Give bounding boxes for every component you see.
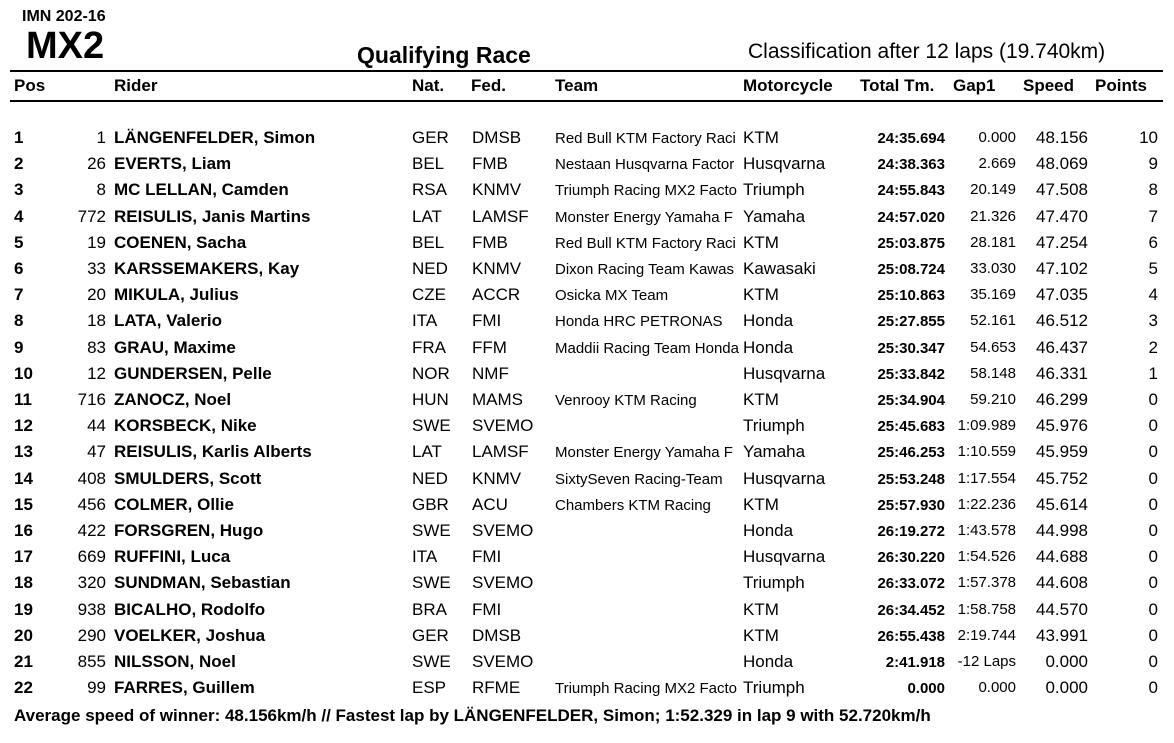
gap-cell: 1:54.526 [957, 548, 1016, 566]
speed-cell: 43.991 [1036, 625, 1088, 645]
rider-number-cell: 19 [87, 232, 106, 252]
rider-number-cell: 422 [77, 521, 106, 540]
federation-cell: SVEMO [472, 521, 534, 540]
points-cell: 0 [1148, 599, 1158, 619]
motorcycle-cell: Kawasaki [743, 259, 816, 278]
federation-cell: FMI [472, 599, 502, 619]
position-cell: 9 [14, 337, 24, 357]
total-time-cell: 26:30.220 [877, 549, 945, 567]
rider-number-cell: 12 [87, 363, 106, 383]
motorcycle-cell: Honda [743, 652, 794, 671]
federation-cell: DMSB [472, 128, 522, 147]
rider-name-cell: REISULIS, Karlis Alberts [114, 442, 312, 462]
position-cell: 1 [14, 128, 24, 147]
nationality-cell: NED [412, 468, 448, 488]
speed-cell: 48.156 [1036, 128, 1088, 147]
points-cell: 0 [1148, 521, 1158, 540]
position-cell: 6 [14, 259, 24, 278]
header-nat: Nat. [412, 76, 445, 95]
gap-cell: 2:19.744 [957, 626, 1016, 644]
total-time-cell: 25:33.842 [877, 365, 945, 383]
federation-cell: FFM [472, 337, 507, 357]
gap-cell: 1:58.758 [957, 600, 1016, 618]
speed-cell: 46.512 [1036, 311, 1088, 331]
motorcycle-cell: Husqvarna [743, 468, 826, 488]
gap-cell: 28.181 [970, 233, 1016, 251]
position-cell: 13 [14, 442, 33, 462]
gap-cell: 52.161 [970, 312, 1016, 330]
points-cell: 5 [1148, 259, 1158, 278]
motorcycle-cell: Triumph [743, 416, 805, 436]
speed-cell: 44.570 [1036, 599, 1088, 619]
table-row [0, 521, 1174, 547]
table-row [0, 338, 1174, 364]
federation-cell: LAMSF [472, 206, 529, 226]
rider-number-cell: 99 [87, 678, 106, 698]
motorcycle-cell: Triumph [743, 573, 805, 593]
team-cell: SixtySeven Racing-Team [555, 470, 723, 488]
total-time-cell: 25:45.683 [877, 418, 945, 436]
header-speed: Speed [1023, 76, 1075, 95]
total-time-cell: 24:35.694 [877, 130, 945, 147]
points-cell: 4 [1148, 285, 1158, 305]
gap-cell: 58.148 [970, 364, 1016, 382]
speed-cell: 46.437 [1036, 337, 1088, 357]
team-cell: Red Bull KTM Factory Raci [555, 130, 736, 147]
session-title: Qualifying Race [357, 42, 531, 68]
gap-cell: 1:17.554 [957, 469, 1016, 487]
total-time-cell: 24:57.020 [877, 208, 945, 226]
speed-cell: 47.102 [1036, 259, 1088, 278]
table-row [0, 364, 1174, 390]
position-cell: 4 [14, 206, 24, 226]
total-time-cell: 26:19.272 [877, 523, 945, 540]
rider-name-cell: MC LELLAN, Camden [114, 180, 289, 200]
nationality-cell: SWE [412, 652, 451, 671]
header-team: Team [555, 76, 599, 95]
table-row [0, 600, 1174, 626]
federation-cell: KNMV [472, 180, 522, 200]
nationality-cell: NED [412, 259, 448, 278]
rider-number-cell: 716 [77, 390, 106, 409]
classification-info: Classification after 12 laps (19.740km) [748, 40, 1106, 63]
federation-cell: FMI [472, 547, 502, 567]
motorcycle-cell: Yamaha [743, 442, 806, 462]
nationality-cell: ITA [412, 547, 438, 567]
gap-cell: 20.149 [970, 181, 1016, 199]
nationality-cell: NOR [412, 363, 450, 383]
position-cell: 3 [14, 180, 24, 200]
federation-cell: FMB [472, 154, 508, 174]
federation-cell: KNMV [472, 259, 522, 278]
position-cell: 7 [14, 285, 24, 305]
team-cell: Chambers KTM Racing [555, 496, 711, 514]
rider-name-cell: GUNDERSEN, Pelle [114, 363, 272, 383]
federation-cell: ACU [472, 494, 508, 514]
team-cell: Dixon Racing Team Kawas [555, 261, 734, 278]
speed-cell: 46.299 [1036, 390, 1088, 409]
points-cell: 0 [1148, 494, 1158, 514]
gap-cell: 21.326 [970, 207, 1016, 225]
speed-cell: 0.000 [1045, 652, 1088, 671]
nationality-cell: ESP [412, 678, 447, 698]
position-cell: 14 [14, 468, 33, 488]
speed-cell: 44.688 [1036, 547, 1088, 567]
gap-cell: 0.000 [978, 129, 1016, 146]
total-time-cell: 24:38.363 [877, 156, 945, 174]
team-cell: Triumph Racing MX2 Facto [555, 182, 738, 200]
total-time-cell: 25:57.930 [877, 496, 945, 514]
table-row [0, 678, 1174, 704]
nationality-cell: SWE [412, 521, 451, 540]
table-row [0, 128, 1174, 154]
gap-cell: 54.653 [970, 338, 1016, 356]
nationality-cell: LAT [412, 442, 442, 462]
points-cell: 0 [1148, 573, 1158, 593]
speed-cell: 45.959 [1036, 442, 1088, 462]
header-total-time: Total Tm. [860, 76, 935, 95]
rider-number-cell: 20 [87, 285, 106, 305]
rider-number-cell: 938 [77, 599, 106, 619]
points-cell: 1 [1148, 363, 1158, 383]
team-cell: Monster Energy Yamaha F [555, 208, 733, 226]
position-cell: 20 [14, 625, 33, 645]
motorcycle-cell: Honda [743, 311, 794, 331]
header-gap1: Gap1 [953, 76, 996, 95]
federation-cell: DMSB [472, 625, 522, 645]
rider-number-cell: 8 [96, 180, 106, 200]
race-summary-footer: Average speed of winner: 48.156km/h // Fastest lap by LÄNGENFELDER, Simon; 1:52.329 in lap 9 with 52.720km/h [14, 706, 931, 725]
position-cell: 16 [14, 521, 33, 540]
points-cell: 0 [1148, 652, 1158, 671]
motorcycle-cell: Husqvarna [743, 547, 826, 567]
points-cell: 0 [1148, 416, 1158, 436]
speed-cell: 45.976 [1036, 416, 1088, 436]
speed-cell: 47.254 [1036, 232, 1088, 252]
rider-name-cell: EVERTS, Liam [114, 154, 232, 174]
federation-cell: SVEMO [472, 573, 534, 593]
points-cell: 3 [1148, 311, 1158, 331]
rider-name-cell: KORSBECK, Nike [114, 416, 257, 436]
table-row [0, 311, 1174, 337]
motorcycle-cell: Triumph [743, 678, 805, 698]
total-time-cell: 25:03.875 [877, 234, 945, 252]
speed-cell: 46.331 [1036, 363, 1088, 383]
team-cell: Maddii Racing Team Honda [555, 339, 739, 357]
table-row [0, 573, 1174, 599]
event-code: IMN 202-16 [22, 8, 106, 25]
nationality-cell: SWE [412, 573, 451, 593]
points-cell: 6 [1148, 232, 1158, 252]
speed-cell: 0.000 [1045, 678, 1088, 698]
speed-cell: 47.470 [1036, 206, 1088, 226]
points-cell: 0 [1148, 547, 1158, 567]
position-cell: 22 [14, 678, 33, 698]
table-row [0, 495, 1174, 521]
gap-cell: 1:43.578 [957, 522, 1016, 539]
total-time-cell: 25:08.724 [877, 261, 945, 278]
nationality-cell: BRA [412, 599, 447, 619]
nationality-cell: HUN [412, 390, 449, 409]
position-cell: 5 [14, 232, 24, 252]
nationality-cell: SWE [412, 416, 451, 436]
rider-name-cell: RUFFINI, Luca [114, 547, 231, 567]
rider-name-cell: GRAU, Maxime [114, 337, 236, 357]
total-time-cell: 24:55.843 [877, 182, 945, 200]
rider-name-cell: NILSSON, Noel [114, 652, 236, 671]
federation-cell: FMI [472, 311, 502, 331]
federation-cell: RFME [472, 678, 521, 698]
position-cell: 10 [14, 363, 33, 383]
rider-number-cell: 33 [87, 259, 106, 278]
motorcycle-cell: Honda [743, 521, 794, 540]
rider-number-cell: 26 [87, 154, 106, 174]
motorcycle-cell: Husqvarna [743, 154, 826, 174]
nationality-cell: LAT [412, 206, 442, 226]
motorcycle-cell: KTM [743, 232, 779, 252]
team-cell: Red Bull KTM Factory Raci [555, 234, 736, 252]
gap-cell: 35.169 [970, 286, 1016, 304]
gap-cell: 1:22.236 [957, 495, 1016, 513]
nationality-cell: FRA [412, 337, 446, 357]
federation-cell: SVEMO [472, 652, 534, 671]
rider-name-cell: LÄNGENFELDER, Simon [114, 128, 316, 147]
motorcycle-cell: KTM [743, 128, 779, 147]
rider-number-cell: 320 [77, 573, 106, 593]
federation-cell: NMF [472, 363, 509, 383]
position-cell: 21 [14, 652, 33, 671]
team-cell: Venrooy KTM Racing [555, 392, 697, 409]
header-motorcycle: Motorcycle [743, 76, 833, 95]
table-row [0, 469, 1174, 495]
motorcycle-cell: KTM [743, 625, 779, 645]
header-rider: Rider [114, 76, 158, 95]
rider-name-cell: SMULDERS, Scott [114, 468, 262, 488]
table-row [0, 390, 1174, 416]
table-row [0, 180, 1174, 206]
points-cell: 0 [1148, 678, 1158, 698]
header-fed: Fed. [471, 76, 506, 95]
table-row [0, 652, 1174, 678]
rider-number-cell: 855 [77, 652, 106, 671]
table-row [0, 233, 1174, 259]
column-header-bar [10, 70, 1163, 102]
position-cell: 18 [14, 573, 33, 593]
gap-cell: 0.000 [978, 679, 1016, 697]
total-time-cell: 25:53.248 [877, 470, 945, 488]
motorcycle-cell: Yamaha [743, 206, 806, 226]
rider-name-cell: ZANOCZ, Noel [114, 390, 232, 409]
team-cell: Honda HRC PETRONAS [555, 313, 723, 331]
position-cell: 12 [14, 416, 33, 436]
nationality-cell: BEL [412, 232, 445, 252]
table-row [0, 416, 1174, 442]
rider-name-cell: FORSGREN, Hugo [114, 521, 264, 540]
total-time-cell: 26:33.072 [877, 575, 945, 593]
federation-cell: MAMS [472, 390, 523, 409]
gap-cell: 1:57.378 [957, 574, 1016, 592]
rider-number-cell: 408 [77, 468, 106, 488]
rider-name-cell: FARRES, Guillem [114, 678, 255, 698]
total-time-cell: 25:30.347 [877, 339, 945, 357]
class-title: MX2 [26, 25, 105, 67]
speed-cell: 47.035 [1036, 285, 1088, 305]
points-cell: 2 [1148, 337, 1158, 357]
team-cell: Nestaan Husqvarna Factor [555, 156, 735, 174]
speed-cell: 45.752 [1036, 468, 1088, 488]
gap-cell: -12 Laps [957, 653, 1016, 670]
table-row [0, 626, 1174, 652]
gap-cell: 33.030 [970, 260, 1016, 277]
rider-number-cell: 44 [87, 416, 106, 436]
team-cell: Triumph Racing MX2 Facto [555, 680, 738, 698]
rider-name-cell: SUNDMAN, Sebastian [114, 573, 291, 593]
rider-number-cell: 47 [87, 442, 106, 462]
nationality-cell: GBR [412, 494, 449, 514]
table-row [0, 207, 1174, 233]
table-row [0, 154, 1174, 180]
position-cell: 17 [14, 547, 33, 567]
total-time-cell: 25:46.253 [877, 444, 945, 462]
rider-name-cell: KARSSEMAKERS, Kay [114, 259, 300, 278]
nationality-cell: RSA [412, 180, 447, 200]
gap-cell: 1:10.559 [957, 443, 1016, 461]
team-cell: Osicka MX Team [555, 287, 669, 305]
rider-name-cell: MIKULA, Julius [114, 285, 239, 305]
rider-name-cell: REISULIS, Janis Martins [114, 206, 311, 226]
position-cell: 15 [14, 494, 33, 514]
federation-cell: KNMV [472, 468, 522, 488]
rider-name-cell: VOELKER, Joshua [114, 625, 266, 645]
table-row [0, 442, 1174, 468]
header-points: Points [1095, 76, 1147, 95]
total-time-cell: 0.000 [907, 680, 945, 698]
header-pos: Pos [14, 76, 46, 95]
position-cell: 2 [14, 154, 24, 174]
position-cell: 11 [14, 390, 32, 409]
table-row [0, 259, 1174, 285]
motorcycle-cell: KTM [743, 494, 779, 514]
team-cell: Monster Energy Yamaha F [555, 444, 733, 462]
speed-cell: 44.608 [1036, 573, 1088, 593]
total-time-cell: 25:34.904 [877, 392, 945, 409]
rider-number-cell: 456 [77, 494, 106, 514]
federation-cell: LAMSF [472, 442, 529, 462]
nationality-cell: GER [412, 128, 449, 147]
speed-cell: 48.069 [1036, 154, 1088, 174]
position-cell: 8 [14, 311, 24, 331]
motorcycle-cell: KTM [743, 390, 779, 409]
federation-cell: FMB [472, 232, 508, 252]
nationality-cell: ITA [412, 311, 438, 331]
rider-name-cell: COLMER, Ollie [114, 494, 234, 514]
rider-number-cell: 18 [87, 311, 106, 331]
points-cell: 9 [1148, 154, 1158, 174]
speed-cell: 47.508 [1036, 180, 1088, 200]
rider-name-cell: COENEN, Sacha [114, 232, 247, 252]
speed-cell: 44.998 [1036, 521, 1088, 540]
rider-number-cell: 669 [77, 547, 106, 567]
total-time-cell: 25:27.855 [877, 313, 945, 331]
points-cell: 0 [1148, 390, 1158, 409]
points-cell: 10 [1139, 128, 1158, 147]
table-row [0, 285, 1174, 311]
points-cell: 0 [1148, 442, 1158, 462]
motorcycle-cell: KTM [743, 599, 779, 619]
federation-cell: ACCR [472, 285, 521, 305]
total-time-cell: 25:10.863 [877, 287, 945, 305]
rider-number-cell: 290 [77, 625, 106, 645]
position-cell: 19 [14, 599, 33, 619]
table-row [0, 547, 1174, 573]
federation-cell: SVEMO [472, 416, 534, 436]
rider-name-cell: BICALHO, Rodolfo [114, 599, 266, 619]
nationality-cell: CZE [412, 285, 446, 305]
gap-cell: 2.669 [978, 155, 1016, 173]
total-time-cell: 26:55.438 [877, 627, 945, 645]
speed-cell: 45.614 [1036, 494, 1088, 514]
rider-number-cell: 83 [87, 337, 106, 357]
points-cell: 7 [1148, 206, 1158, 226]
rider-number-cell: 1 [96, 128, 106, 147]
rider-name-cell: LATA, Valerio [114, 311, 223, 331]
motorcycle-cell: Triumph [743, 180, 805, 200]
total-time-cell: 2:41.918 [885, 654, 945, 671]
nationality-cell: BEL [412, 154, 445, 174]
nationality-cell: GER [412, 625, 449, 645]
total-time-cell: 26:34.452 [877, 601, 945, 619]
motorcycle-cell: Honda [743, 337, 794, 357]
points-cell: 8 [1148, 180, 1158, 200]
gap-cell: 1:09.989 [957, 417, 1016, 435]
gap-cell: 59.210 [970, 391, 1016, 408]
motorcycle-cell: Husqvarna [743, 363, 826, 383]
rider-number-cell: 772 [77, 206, 106, 226]
points-cell: 0 [1148, 625, 1158, 645]
points-cell: 0 [1148, 468, 1158, 488]
motorcycle-cell: KTM [743, 285, 779, 305]
